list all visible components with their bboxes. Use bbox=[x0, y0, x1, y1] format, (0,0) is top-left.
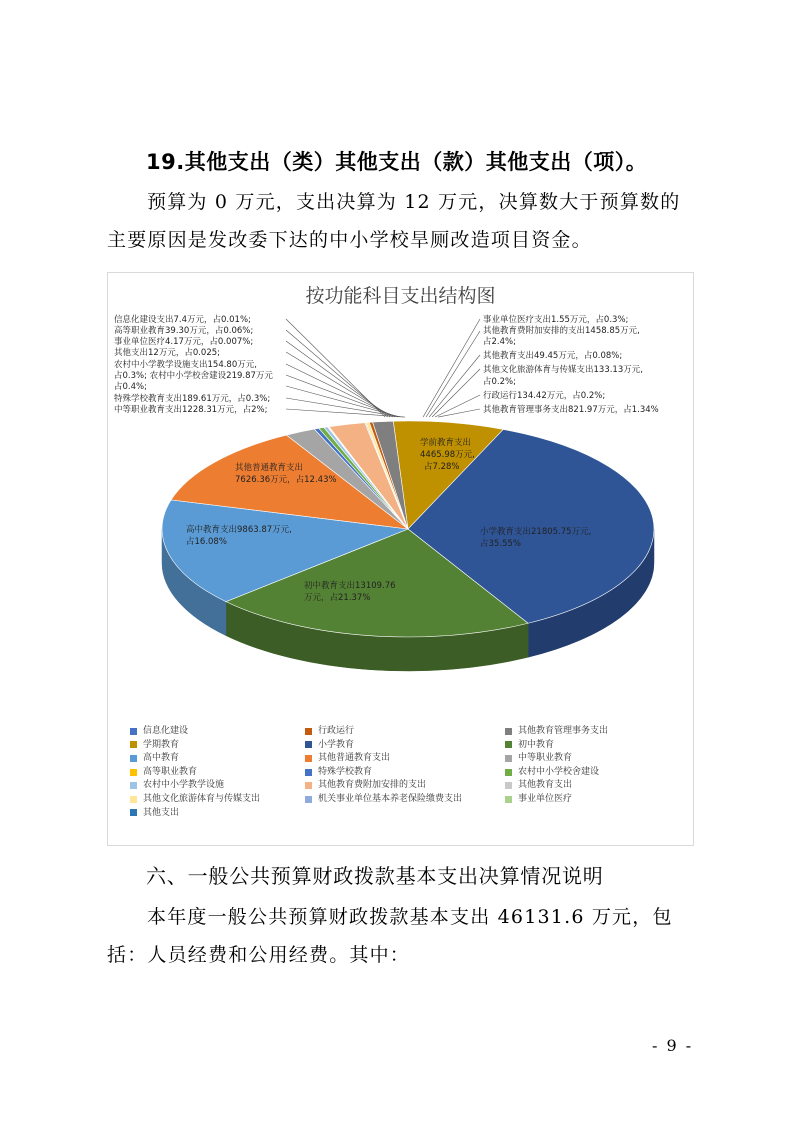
legend-item bbox=[505, 739, 690, 752]
legend-swatch bbox=[130, 796, 137, 803]
legend-swatch bbox=[130, 741, 137, 748]
leader-line bbox=[286, 398, 403, 417]
label-xueqian-b: 4465.98万元, bbox=[420, 450, 475, 460]
label-teshu: 特殊学校教育支出189.61万元，占0.3%; bbox=[114, 394, 271, 404]
label-nongcun-c: 占0.4%; bbox=[114, 382, 147, 392]
section-6-paragraph bbox=[107, 898, 697, 974]
label-wenhua-a: 其他文化旅游体育与传媒支出133.13万元, bbox=[483, 365, 643, 375]
label-xiaoxue-a: 小学教育支出21805.75万元, bbox=[480, 527, 592, 537]
label-chuzhong-a: 初中教育支出13109.76 bbox=[304, 581, 396, 591]
label-xueqian-a: 学前教育支出 bbox=[420, 438, 472, 448]
legend-item bbox=[130, 793, 305, 806]
label-nongcun-b: 占0.3%; 农村中小学校舍建设219.87万元 bbox=[114, 371, 273, 381]
leader-line bbox=[432, 369, 480, 417]
legend-item bbox=[130, 752, 305, 765]
legend-label: 机关事业单位基本养老保险缴费支出 bbox=[318, 793, 463, 804]
label-xinxihua: 信息化建设支出7.4万元，占0.01%; bbox=[114, 315, 251, 325]
legend-label: 农村中小学教学设施 bbox=[143, 780, 225, 791]
legend-swatch bbox=[305, 741, 312, 748]
section-6-body: 本年度一般公共预算财政拨款基本支出 46131.6 万元，包括：人员经费和公用经费。其中： bbox=[107, 906, 673, 966]
legend-item bbox=[130, 766, 305, 779]
legend-swatch bbox=[130, 755, 137, 762]
legend-item bbox=[505, 725, 690, 738]
legend-swatch bbox=[505, 769, 512, 776]
page-number: - 9 - bbox=[652, 1036, 694, 1055]
legend-item bbox=[130, 807, 305, 820]
legend-swatch bbox=[130, 782, 137, 789]
legend-item bbox=[305, 725, 505, 738]
legend-label: 高中教育 bbox=[143, 753, 180, 764]
pie-chart bbox=[107, 272, 694, 846]
legend-label: 其他普通教育支出 bbox=[318, 753, 391, 764]
legend-label: 其他支出 bbox=[143, 807, 180, 818]
legend-item bbox=[130, 725, 305, 738]
label-wenhua-b: 占0.2%; bbox=[483, 377, 516, 387]
legend-item bbox=[305, 779, 505, 792]
label-qitajiaoyu: 其他教育支出49.45万元，占0.08%; bbox=[483, 351, 623, 361]
legend-swatch bbox=[505, 741, 512, 748]
leader-line bbox=[423, 319, 480, 417]
legend-swatch bbox=[305, 755, 312, 762]
legend-label: 学期教育 bbox=[143, 739, 180, 750]
label-xingzheng: 行政运行134.42万元，占0.2%; bbox=[483, 391, 606, 401]
legend-swatch bbox=[505, 782, 512, 789]
legend-label: 其他文化旅游体育与传媒支出 bbox=[143, 793, 261, 804]
label-fujia-a: 其他教育费附加安排的支出1458.85万元, bbox=[483, 326, 640, 336]
section-19-body: 预算为 0 万元，支出决算为 12 万元，决算数大于预算数的主要原因是发改委下达的中小学校旱厕改造项目资金。 bbox=[107, 191, 681, 251]
label-putong-b: 7626.36万元，占12.43% bbox=[235, 475, 337, 485]
legend-swatch bbox=[505, 728, 512, 735]
legend-label: 事业单位医疗 bbox=[518, 793, 573, 804]
legend-item bbox=[305, 739, 505, 752]
legend-item bbox=[130, 779, 305, 792]
legend-item bbox=[305, 752, 505, 765]
legend-label: 中等职业教育 bbox=[518, 753, 573, 764]
label-xueqian-c: 占7.28% bbox=[424, 462, 460, 472]
leader-line bbox=[286, 341, 390, 417]
section-6-heading: 六、一般公共预算财政拨款基本支出决算情况说明 bbox=[146, 864, 604, 888]
label-guanli: 其他教育管理事务支出821.97万元，占1.34% bbox=[483, 405, 659, 415]
label-xiaoxue-b: 占35.55% bbox=[480, 539, 521, 549]
legend-swatch bbox=[505, 796, 512, 803]
section-19-heading: 19.其他支出（类）其他支出（款）其他支出（项）。 bbox=[146, 150, 648, 174]
leader-line bbox=[438, 409, 480, 417]
leader-line bbox=[286, 375, 398, 417]
label-putong-a: 其他普通教育支出 bbox=[235, 463, 304, 473]
legend-label: 信息化建设 bbox=[143, 726, 189, 736]
legend-label: 其他教育管理事务支出 bbox=[518, 726, 609, 736]
label-shiyeyiliao-left: 事业单位医疗4.17万元，占0.007%; bbox=[114, 337, 254, 347]
legend-swatch bbox=[305, 782, 312, 789]
legend-swatch bbox=[505, 755, 512, 762]
legend-swatch bbox=[305, 728, 312, 735]
leader-line bbox=[286, 386, 400, 417]
legend-item bbox=[505, 766, 690, 779]
label-gaozhong-a: 高中教育支出9863.87万元, bbox=[186, 525, 292, 535]
legend-item bbox=[305, 766, 505, 779]
legend-label: 初中教育 bbox=[518, 739, 555, 750]
legend-label: 行政运行 bbox=[318, 726, 355, 736]
legend-swatch bbox=[305, 769, 312, 776]
section-19-paragraph bbox=[107, 183, 697, 259]
leader-line bbox=[435, 395, 480, 417]
pie-leader-lines bbox=[286, 319, 480, 417]
label-gaodeng: 高等职业教育39.30万元，占0.06%; bbox=[114, 326, 254, 336]
label-zhongdeng: 中等职业教育支出1228.31万元，占2%; bbox=[114, 405, 268, 415]
legend-swatch bbox=[130, 809, 137, 816]
legend-item bbox=[305, 793, 505, 806]
chart-title: 按功能科目支出结构图 bbox=[305, 285, 496, 307]
label-fujia-b: 占2.4%; bbox=[483, 337, 516, 347]
label-nongcun-a: 农村中小学教学设施支出154.80万元, bbox=[114, 360, 257, 370]
leader-line bbox=[286, 352, 393, 417]
label-chuzhong-b: 万元，占21.37% bbox=[304, 593, 371, 603]
legend-swatch bbox=[305, 796, 312, 803]
legend-label: 其他教育费附加安排的支出 bbox=[318, 780, 427, 791]
label-qitazhichu: 其他支出12万元，占0.025; bbox=[114, 348, 221, 358]
label-shiyeyiliao-right: 事业单位医疗支出1.55万元，占0.3%; bbox=[483, 315, 629, 325]
legend-item bbox=[505, 793, 690, 806]
legend-label: 高等职业教育 bbox=[143, 766, 198, 777]
legend-item bbox=[130, 739, 305, 752]
legend-item bbox=[505, 752, 690, 765]
legend-item bbox=[505, 779, 690, 792]
label-gaozhong-b: 占16.08% bbox=[186, 537, 227, 547]
legend-swatch bbox=[130, 728, 137, 735]
legend-label: 其他教育支出 bbox=[518, 780, 573, 791]
leader-line bbox=[426, 331, 480, 417]
legend-swatch bbox=[130, 769, 137, 776]
legend-label: 小学教育 bbox=[318, 739, 355, 750]
chart-legend bbox=[130, 725, 690, 819]
legend-label: 特殊学校教育 bbox=[318, 766, 373, 777]
legend-label: 农村中小学校舍建设 bbox=[518, 766, 600, 777]
